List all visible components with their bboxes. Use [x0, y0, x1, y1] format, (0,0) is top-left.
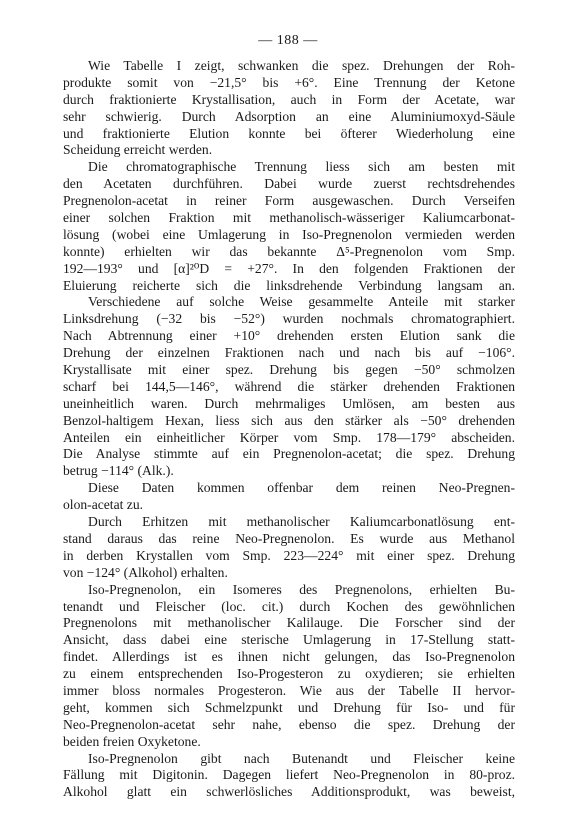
text-line: von −124° (Alkohol) erhalten. — [63, 564, 228, 580]
text-line: Pregnenolon-acetat in reiner Form ausgewaschen. Durch Verseifen — [63, 193, 515, 209]
text-line: durch fraktionierte Krystallisation, auch in Form der Acetate, war — [63, 91, 515, 107]
text-line: Scheidung erreicht werden. — [63, 142, 213, 158]
text-line: uneinheitlich waren. Durch mehrmaliges Umlösen, am besten aus — [63, 395, 515, 411]
text-line: tenandt und Fleischer (loc. cit.) durch Kochen des gewöhnlichen — [63, 598, 515, 614]
text-line: Anteilen ein einheitlicher Körper vom Smp. 178—179° abscheiden. — [63, 429, 515, 445]
text-line: geht, kommen sich Schmelzpunkt und Drehung für Iso- und für — [63, 699, 515, 715]
text-line: und fraktionierte Elution konnte bei öfterer Wiederholung eine — [63, 125, 515, 141]
text-line: Diese Daten kommen offenbar dem reinen Neo-Pregnen- — [88, 480, 515, 496]
text-line: Pregnenolons mit methanolischer Kalilauge. Die Forscher sind der — [63, 615, 515, 631]
text-line: Linksdrehung (−32 bis −52°) wurden nochmals chromatographiert. — [63, 311, 515, 327]
text-line: scharf bei 144,5—146°, während die stärker drehenden Fraktionen — [63, 378, 515, 394]
text-line: Die Analyse stimmte auf ein Pregnenolon-acetat; die spez. Drehung — [63, 446, 515, 462]
text-line: Alkohol glatt ein schwerlösliches Additionsprodukt, was beweist, — [63, 784, 515, 800]
text-line: Ansicht, dass dabei eine sterische Umlagerung in 17-Stellung statt- — [63, 632, 515, 648]
text-line: einer solchen Fraktion mit methanolisch-wässeriger Kaliumcarbonat- — [63, 210, 515, 226]
text-line: 192—193° und [α]²⁰D = +27°. In den folgenden Fraktionen der — [63, 260, 515, 276]
text-line: betrug −114° (Alk.). — [63, 463, 174, 479]
text-line: Drehung der einzelnen Fraktionen nach und nach bis auf −106°. — [63, 345, 515, 361]
text-line: beiden freien Oxyketone. — [63, 733, 201, 749]
text-line: olon-acetat zu. — [63, 497, 144, 513]
text-line: Iso-Pregnenolon gibt nach Butenandt und Fleischer keine — [88, 750, 515, 766]
text-line: stand daraus das reine Neo-Pregnenolon. Es wurde aus Methanol — [63, 530, 515, 546]
text-line: Benzol-haltigem Hexan, liess sich aus den stärker als −50° drehenden — [63, 412, 515, 428]
page-number: — 188 — — [258, 33, 318, 48]
text-line: Krystallisate mit einer spez. Drehung bis gegen −50° schmolzen — [63, 362, 515, 378]
text-line: den Acetaten durchführen. Dabei wurde zuerst rechtsdrehendes — [63, 176, 515, 192]
body-text — [63, 58, 515, 801]
text-line: Durch Erhitzen mit methanolischer Kaliumcarbonatlösung ent- — [88, 514, 515, 530]
text-line: findet. Allerdings ist es ihnen nicht gelungen, das Iso-Pregnenolon — [63, 649, 515, 665]
text-line: Die chromatographische Trennung liess sich am besten mit — [88, 159, 515, 175]
text-line: konnte) erhielten wir das bekannte Δ⁵-Pregnenolon vom Smp. — [63, 243, 515, 259]
text-line: zu einem entsprechenden Iso-Progesteron zu oxydieren; sie erhielten — [63, 666, 515, 682]
text-line: Eluierung reicherte sich die linksdrehende Verbindung langsam an. — [63, 277, 515, 293]
text-line: in derben Krystallen vom Smp. 223—224° mit einer spez. Drehung — [63, 547, 515, 563]
text-line: Nach Abtrennung einer +10° drehenden ersten Elution sank die — [63, 328, 515, 344]
text-line: Fällung mit Digitonin. Dagegen liefert Neo-Pregnenolon in 80-proz. — [63, 767, 515, 783]
text-line: lösung (wobei eine Umlagerung in Iso-Pregnenolon vermieden werden — [63, 226, 515, 242]
text-line: Wie Tabelle I zeigt, schwanken die spez. Drehungen der Roh- — [88, 58, 515, 73]
text-line: immer bloss normales Progesteron. Wie aus der Tabelle II hervor- — [63, 682, 515, 698]
text-line: Neo-Pregnenolon-acetat sehr nahe, ebenso die spez. Drehung der — [63, 716, 515, 732]
text-line: Verschiedene auf solche Weise gesammelte Anteile mit starker — [88, 294, 515, 310]
text-line: produkte somit von −21,5° bis +6°. Eine Trennung der Ketone — [63, 74, 515, 90]
text-line: sehr schwierig. Durch Adsorption an eine Aluminiumoxyd-Säule — [63, 108, 515, 124]
text-line: Iso-Pregnenolon, ein Isomeres des Pregnenolons, erhielten Bu- — [88, 581, 515, 597]
